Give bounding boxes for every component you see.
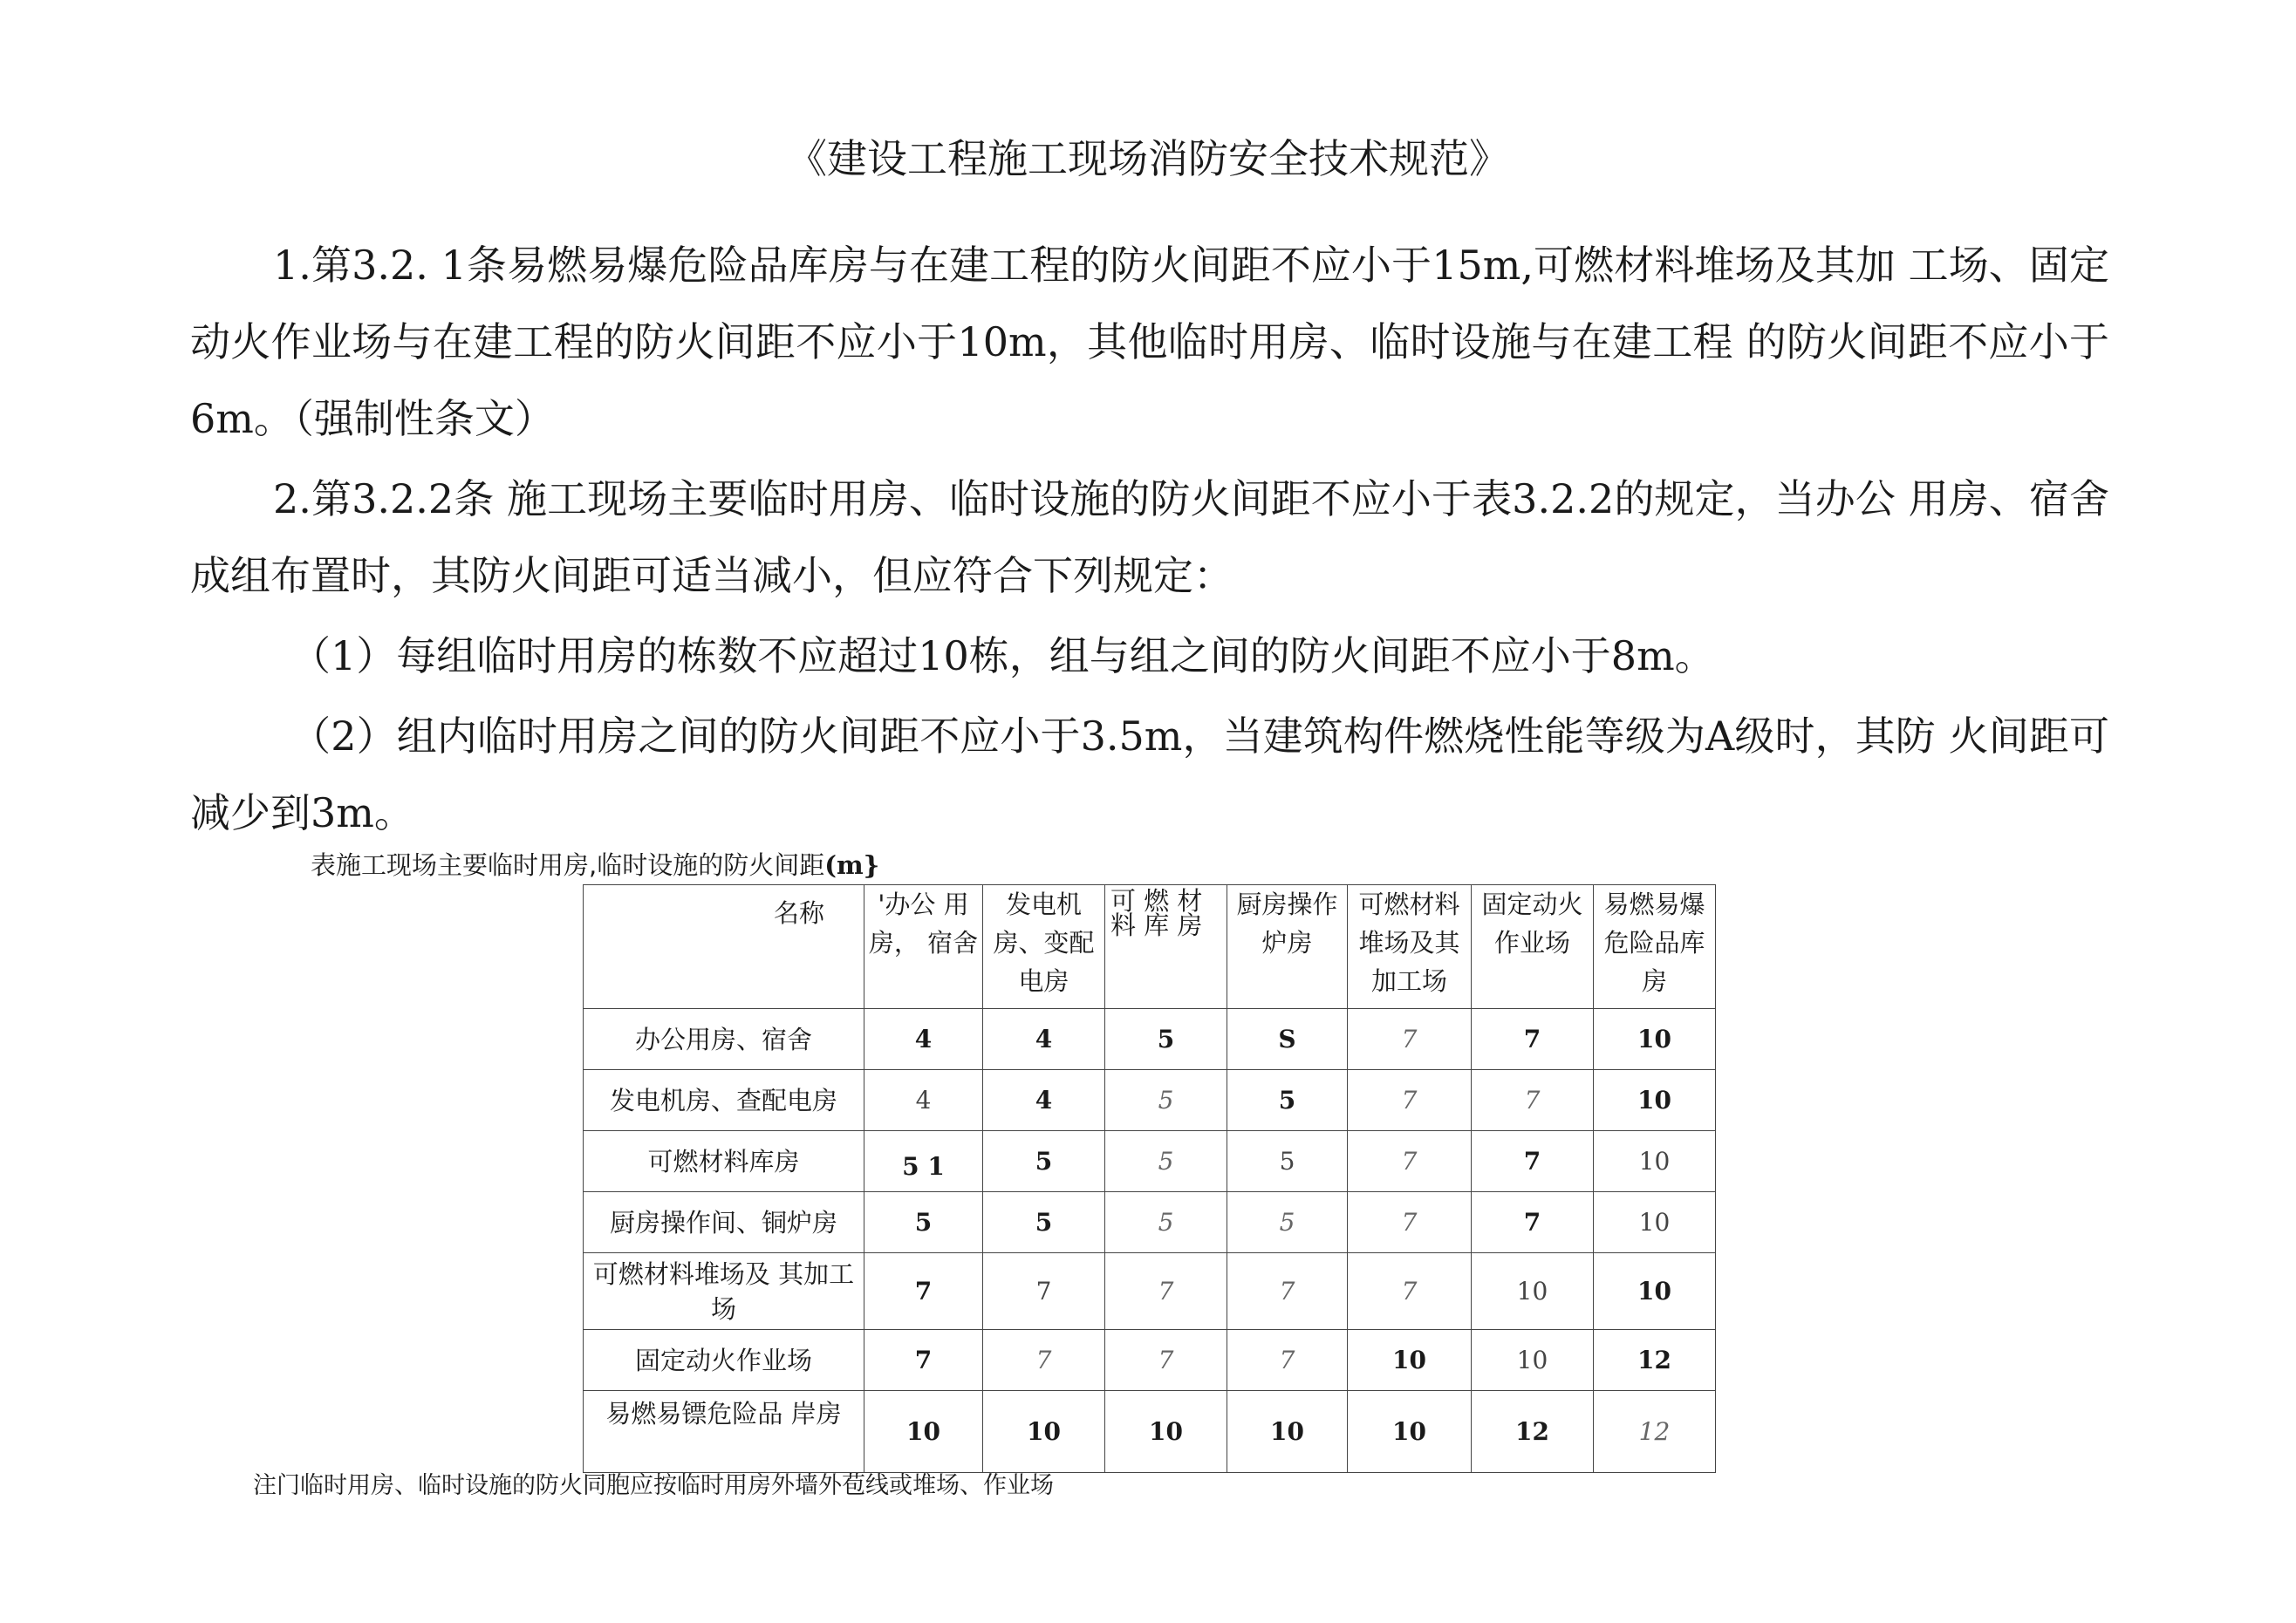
document-title: 《建设工程施工现场消防安全技术规范》 xyxy=(787,135,1509,182)
row-label: 发电机房、查配电房 xyxy=(584,1070,864,1131)
table-cell: 7 xyxy=(1227,1330,1348,1391)
table-cell: 10 xyxy=(1594,1253,1716,1330)
table-row xyxy=(584,1330,1716,1391)
table-cell: 7 xyxy=(1105,1253,1227,1330)
table-cell: 7 xyxy=(1348,1192,1472,1253)
table-cell: 12 xyxy=(1594,1391,1716,1473)
table-cell: 10 xyxy=(1348,1391,1472,1473)
row-label: 厨房操作间、铜炉房 xyxy=(584,1192,864,1253)
paragraph-2-text: 2.第3.2.2条 施工现场主要临时用房、临时设施的防火间距不应小于表3.2.2的规定，当办公 用房、宿舍成组布置时，其防火间距可适当减小，但应符合下列规定： xyxy=(190,475,2109,599)
table-cell: 4 xyxy=(983,1070,1105,1131)
table-row xyxy=(584,1009,1716,1070)
table-cell: 12 xyxy=(1594,1330,1716,1391)
table-cell: 10 xyxy=(983,1391,1105,1473)
table-cell: 5 xyxy=(1105,1009,1227,1070)
table-row xyxy=(584,1131,1716,1192)
header-combustible-yard: 可燃材料堆场及其加工场 xyxy=(1348,885,1472,1009)
table-header-row xyxy=(584,885,1716,1009)
table-cell: 4 xyxy=(864,1009,983,1070)
table-cell: 10 xyxy=(1472,1330,1594,1391)
table-cell: 7 xyxy=(1348,1131,1472,1192)
table-cell: 10 xyxy=(1348,1330,1472,1391)
table-cell: 7 xyxy=(1472,1009,1594,1070)
table-cell: 7 xyxy=(1472,1070,1594,1131)
table-cell: 7 xyxy=(1472,1131,1594,1192)
header-generator-room: 发电机房、变配电房 xyxy=(983,885,1105,1009)
table-row xyxy=(584,1070,1716,1131)
row-label: 固定动火作业场 xyxy=(584,1330,864,1391)
paragraph-1-text: 1.第3.2. 1条易燃易爆危险品库房与在建工程的防火间距不应小于15m,可燃材料堆场及其加 工场、固定动火作业场与在建工程的防火间距不应小于10m，其他临时用房、临时设施与在建工程 的防火间距不应小于6m。（强制性条文） xyxy=(190,242,2109,442)
table-cell: 7 xyxy=(1105,1330,1227,1391)
table-caption-unit: (m} xyxy=(824,850,880,880)
table-cell: 10 xyxy=(1594,1192,1716,1253)
table-cell: 5 xyxy=(1227,1070,1348,1131)
table-cell: 7 xyxy=(983,1253,1105,1330)
table-caption-text: 表施工现场主要临时用房,临时设施的防火间距 xyxy=(311,850,825,880)
paragraph-1 xyxy=(190,227,2109,457)
table-cell: 10 xyxy=(1594,1070,1716,1131)
table-cell: 10 xyxy=(864,1391,983,1473)
table-cell: 7 xyxy=(1348,1009,1472,1070)
table-cell: 4 xyxy=(864,1070,983,1131)
table-cell: 5 xyxy=(983,1131,1105,1192)
header-combustible-warehouse: 可 燃 材 料 库 房 xyxy=(1105,885,1227,1009)
table-cell: 7 xyxy=(864,1330,983,1391)
table-cell: 10 xyxy=(1594,1009,1716,1070)
header-corner-label: 名称 xyxy=(584,885,864,1009)
table-cell: 5 xyxy=(983,1192,1105,1253)
table-cell: 5 1 xyxy=(864,1131,983,1192)
row-label: 易燃易镖危险品 岸房 xyxy=(584,1391,864,1473)
table-caption xyxy=(311,848,879,883)
table-cell: 5 xyxy=(1105,1131,1227,1192)
table-cell: 7 xyxy=(864,1253,983,1330)
table-cell: 5 xyxy=(1105,1070,1227,1131)
table-cell: 12 xyxy=(1472,1391,1594,1473)
row-label: 办公用房、宿舍 xyxy=(584,1009,864,1070)
table-cell: 7 xyxy=(1227,1253,1348,1330)
table-cell: 10 xyxy=(1594,1131,1716,1192)
table-cell: 10 xyxy=(1227,1391,1348,1473)
paragraph-3-text: （1）每组临时用房的栋数不应超过10栋，组与组之间的防火间距不应小于8m。 xyxy=(290,632,1715,679)
table-cell: 4 xyxy=(983,1009,1105,1070)
table-row xyxy=(584,1253,1716,1330)
table-row xyxy=(584,1192,1716,1253)
table-cell: 5 xyxy=(1227,1192,1348,1253)
row-label: 可燃材料库房 xyxy=(584,1131,864,1192)
table-cell: 5 xyxy=(1105,1192,1227,1253)
header-office-dorm: '办公 用房， 宿舍 xyxy=(864,885,983,1009)
paragraph-3 xyxy=(190,617,2109,694)
table-cell: 7 xyxy=(1472,1192,1594,1253)
table-footnote: 注门临时用房、临时设施的防火同胞应按临时用房外墙外苞线或堆场、作业场 xyxy=(253,1472,1054,1499)
fire-distance-table xyxy=(583,884,1716,1473)
table-cell: 10 xyxy=(1105,1391,1227,1473)
table-row xyxy=(584,1391,1716,1473)
header-kitchen: 厨房操作炉房 xyxy=(1227,885,1348,1009)
table-cell: 7 xyxy=(1348,1070,1472,1131)
table-cell: 7 xyxy=(1348,1253,1472,1330)
header-fixed-hot-work: 固定动火作业场 xyxy=(1472,885,1594,1009)
table-cell: 5 xyxy=(864,1192,983,1253)
table-cell: 7 xyxy=(983,1330,1105,1391)
paragraph-2 xyxy=(190,460,2109,614)
table-cell: S xyxy=(1227,1009,1348,1070)
row-label: 可燃材料堆场及 其加工场 xyxy=(584,1253,864,1330)
paragraph-4-text: （2）组内临时用房之间的防火间距不应小于3.5m，当建筑构件燃烧性能等级为A级时，其防 火间距可减少到3m。 xyxy=(190,713,2109,836)
header-flammable-warehouse: 易燃易爆危险品库房 xyxy=(1594,885,1716,1009)
table-cell: 5 xyxy=(1227,1131,1348,1192)
table-cell: 10 xyxy=(1472,1253,1594,1330)
paragraph-4 xyxy=(190,698,2109,851)
